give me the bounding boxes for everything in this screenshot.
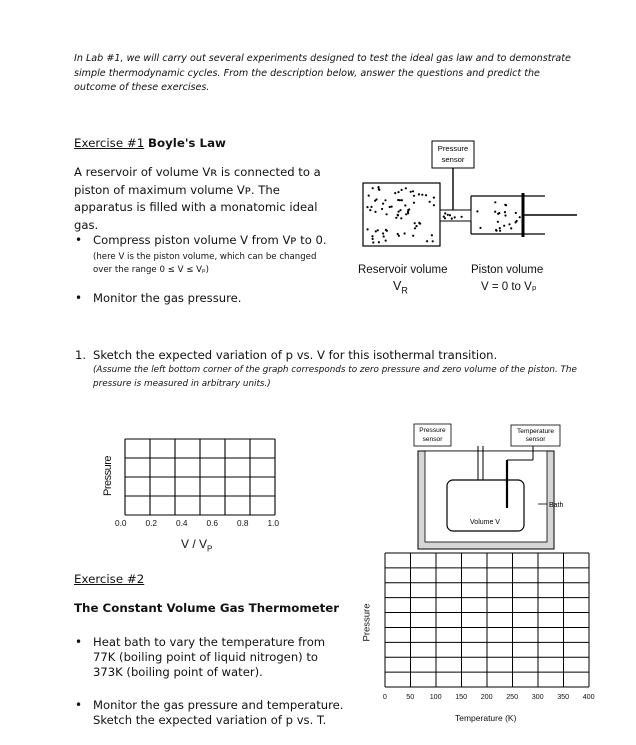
gas-particle bbox=[405, 213, 407, 215]
piston-volume-label: Piston volume bbox=[471, 264, 544, 276]
bullet-dot-icon: • bbox=[75, 291, 83, 305]
pressure-sensor2-line1: Pressure bbox=[419, 427, 446, 434]
gas-particle bbox=[374, 211, 376, 213]
gas-particle bbox=[510, 227, 512, 229]
pt-tick-label: 250 bbox=[506, 692, 519, 701]
gas-particle bbox=[425, 194, 427, 196]
gas-particle bbox=[508, 223, 510, 225]
pt-graph-ylabel: Pressure bbox=[361, 603, 373, 642]
gas-particle bbox=[375, 198, 377, 200]
gas-particle bbox=[366, 206, 368, 208]
bath-label: Bath bbox=[549, 502, 564, 509]
exercise2-label: Exercise #2 bbox=[74, 572, 145, 586]
gas-particle bbox=[505, 204, 507, 206]
gas-particle bbox=[397, 191, 399, 193]
gas-particle bbox=[372, 187, 374, 189]
gas-particle bbox=[414, 222, 416, 224]
gas-particle bbox=[499, 230, 501, 232]
gas-particle bbox=[377, 229, 379, 231]
connecting-tube bbox=[440, 210, 471, 221]
gas-particle bbox=[479, 227, 481, 229]
reservoir-box bbox=[363, 183, 440, 246]
gas-particle bbox=[444, 212, 446, 214]
pt-tick-label: 300 bbox=[531, 692, 544, 701]
gas-particle bbox=[399, 209, 401, 211]
pv-tick-label: 0.6 bbox=[206, 518, 219, 528]
gas-particle bbox=[368, 195, 370, 197]
pressure-sensor-label-line2: sensor bbox=[441, 155, 465, 164]
gas-particle bbox=[451, 218, 453, 220]
gas-particle bbox=[381, 208, 383, 210]
gas-particle bbox=[504, 211, 506, 213]
exercise1-heading bbox=[74, 136, 226, 150]
gas-particle bbox=[370, 206, 372, 208]
gas-particle bbox=[372, 238, 374, 240]
exercise2-bullet1-text: Heat bath to vary the temperature from 77K (boiling point of liquid nitrogen) to 373K (boiling point of water). bbox=[93, 635, 326, 679]
gas-particle bbox=[378, 241, 380, 243]
gas-particle bbox=[431, 234, 433, 236]
gas-particle bbox=[413, 202, 415, 204]
pv-graph-xlabel bbox=[181, 537, 212, 553]
gas-particle bbox=[401, 199, 403, 201]
gas-particle bbox=[408, 208, 410, 210]
gas-particle bbox=[372, 241, 374, 243]
gas-particle bbox=[454, 216, 456, 218]
exercise1-bullet1-text: Compress piston volume V from Vᴘ to 0. bbox=[93, 233, 327, 247]
gas-particle bbox=[382, 232, 384, 234]
pv-tick-label: 0.2 bbox=[145, 518, 158, 528]
question1-note: (Assume the left bottom corner of the graph corresponds to zero pressure and zero volume of the piston. The pressure is measured in arbitrary units.) bbox=[93, 365, 577, 389]
gas-particle bbox=[405, 187, 407, 189]
exercise2-bullet1 bbox=[75, 635, 343, 680]
gas-particle bbox=[400, 217, 402, 219]
pt-tick-label: 50 bbox=[406, 692, 415, 701]
exercise2-heading bbox=[74, 572, 144, 586]
gas-particle bbox=[385, 229, 387, 231]
gas-particle bbox=[476, 210, 478, 212]
reservoir-symbol-sub: R bbox=[401, 285, 408, 296]
exercise1-bullet1 bbox=[75, 233, 353, 248]
gas-particle bbox=[397, 214, 399, 216]
pv-tick-label: 1.0 bbox=[267, 518, 280, 528]
gas-particle bbox=[414, 227, 416, 229]
gas-particle bbox=[383, 235, 385, 237]
gas-particle bbox=[497, 213, 499, 215]
question1-text: Sketch the expected variation of p vs. V for this isothermal transition. bbox=[93, 348, 498, 362]
pt-tick-label: 100 bbox=[429, 692, 442, 701]
reservoir-symbol-v: V bbox=[393, 279, 402, 293]
reservoir-volume-label: Reservoir volume bbox=[358, 264, 448, 276]
gas-particle bbox=[413, 195, 415, 197]
gas-particle bbox=[367, 228, 369, 230]
gas-particle bbox=[494, 211, 496, 213]
gas-particle bbox=[386, 213, 388, 215]
exercise1-title: Boyle's Law bbox=[147, 136, 226, 150]
gas-particle bbox=[412, 190, 414, 192]
reservoir-symbol bbox=[393, 279, 408, 296]
exercise2-title-wrap bbox=[74, 601, 339, 615]
gas-particle bbox=[433, 197, 435, 199]
exercise1-bullet2 bbox=[75, 291, 353, 306]
gas-particle bbox=[410, 191, 412, 193]
gas-particle bbox=[433, 204, 435, 206]
reservoir-piston-diagram bbox=[355, 138, 595, 303]
gas-particle bbox=[401, 189, 403, 191]
exercise1-note-line1: (here V is the piston volume, which can be changed bbox=[93, 252, 317, 262]
intro-paragraph: In Lab #1, we will carry out several experiments designed to test the ideal gas law and to demonstrate simple thermodynamic cycles. From the description below, answer the questions and predict the outcome of these exercises. bbox=[74, 53, 571, 93]
bullet-dot-icon: • bbox=[75, 635, 83, 649]
pv-grid-lines bbox=[125, 439, 275, 515]
gas-particle bbox=[382, 203, 384, 205]
gas-particle bbox=[418, 222, 420, 224]
gas-particle bbox=[397, 233, 399, 235]
gas-particle bbox=[384, 199, 386, 201]
bullet-dot-icon: • bbox=[75, 233, 83, 247]
gas-particle bbox=[515, 221, 517, 223]
gas-particle bbox=[378, 188, 380, 190]
gas-particle bbox=[398, 235, 400, 237]
gas-particle bbox=[447, 214, 449, 216]
volume-label: Volume V bbox=[470, 519, 500, 526]
temp-sensor-line2: sensor bbox=[525, 436, 546, 443]
gas-particle bbox=[385, 240, 387, 242]
temp-sensor-line1: Temperature bbox=[516, 428, 555, 435]
gas-particle bbox=[399, 199, 401, 201]
gas-particle bbox=[412, 235, 414, 237]
gas-particle bbox=[519, 216, 521, 218]
exercise1-label: Exercise #1 bbox=[74, 136, 145, 150]
pt-tick-label: 350 bbox=[557, 692, 570, 701]
gas-particle bbox=[407, 212, 409, 214]
gas-particle bbox=[449, 214, 451, 216]
pv-tick-label: 0.4 bbox=[176, 518, 188, 528]
pt-grid-lines bbox=[385, 553, 589, 687]
exercise2-bullet2-text: Monitor the gas pressure and temperature. Sketch the expected variation of p vs. T. bbox=[93, 698, 344, 727]
gas-particle bbox=[426, 240, 428, 242]
pv-tick-label: 0.8 bbox=[237, 518, 249, 528]
exercise2-bullet2 bbox=[75, 698, 363, 728]
pv-graph-grid bbox=[123, 437, 283, 517]
gas-particle bbox=[415, 225, 417, 227]
gas-particle bbox=[432, 240, 434, 242]
pv-graph-ylabel-wrap bbox=[102, 446, 114, 508]
piston-volume-range: V = 0 to Vₚ bbox=[481, 281, 537, 293]
gas-particle bbox=[375, 230, 377, 232]
pressure-sensor-label-line1: Pressure bbox=[437, 144, 469, 153]
gas-particle bbox=[499, 227, 501, 229]
pv-graph-ylabel: Pressure bbox=[102, 455, 114, 497]
gas-particle bbox=[404, 204, 406, 206]
gas-particle bbox=[461, 216, 463, 218]
pt-graph-ylabel-wrap bbox=[361, 595, 373, 655]
gas-particle bbox=[369, 209, 371, 211]
bullet-dot-icon: • bbox=[75, 698, 83, 712]
exercise1-bullet2-text: Monitor the gas pressure. bbox=[93, 291, 242, 305]
gas-particle bbox=[404, 232, 406, 234]
pt-graph-xlabel: Temperature (K) bbox=[455, 713, 517, 723]
gas-particle bbox=[495, 230, 497, 232]
gas-particle bbox=[515, 212, 517, 214]
gas-particle bbox=[389, 206, 391, 208]
question1-number: 1. bbox=[75, 348, 87, 362]
gas-particle bbox=[503, 225, 505, 227]
gas-particle bbox=[377, 186, 379, 188]
pressure-sensor2-line2: sensor bbox=[422, 436, 443, 443]
gas-particle bbox=[398, 211, 400, 213]
gas-particle bbox=[395, 217, 397, 219]
pt-graph-grid bbox=[384, 552, 591, 688]
gas-particle bbox=[494, 201, 496, 203]
pv-graph-xlabel-main: V / V bbox=[181, 537, 208, 551]
gas-particle bbox=[497, 221, 499, 223]
pt-tick-label: 200 bbox=[480, 692, 493, 701]
exercise2-title: The Constant Volume Gas Thermometer bbox=[74, 601, 340, 615]
gas-particle bbox=[504, 214, 506, 216]
gas-particle bbox=[391, 206, 393, 208]
pt-tick-label: 150 bbox=[455, 692, 468, 701]
pt-tick-label: 0 bbox=[382, 692, 387, 701]
gas-thermometer-diagram bbox=[410, 420, 590, 552]
gas-particle bbox=[394, 192, 396, 194]
pv-tick-label: 0.0 bbox=[115, 518, 127, 528]
gas-particle bbox=[443, 216, 445, 218]
exercise1-description: A reservoir of volume Vʀ is connected to a piston of maximum volume Vᴘ. The apparatus is filled with a monatomic ideal gas. bbox=[74, 165, 321, 232]
exercise1-note-line2: over the range 0 ≤ V ≤ Vₚ) bbox=[93, 265, 210, 275]
gas-particle bbox=[429, 201, 431, 203]
gas-particle bbox=[421, 194, 423, 196]
gas-particle bbox=[371, 235, 373, 237]
gas-particle bbox=[418, 193, 420, 195]
exercise1-bullet1-note bbox=[93, 251, 353, 277]
pv-graph-xlabel-sub: P bbox=[207, 544, 213, 554]
pt-tick-label: 400 bbox=[582, 692, 595, 701]
